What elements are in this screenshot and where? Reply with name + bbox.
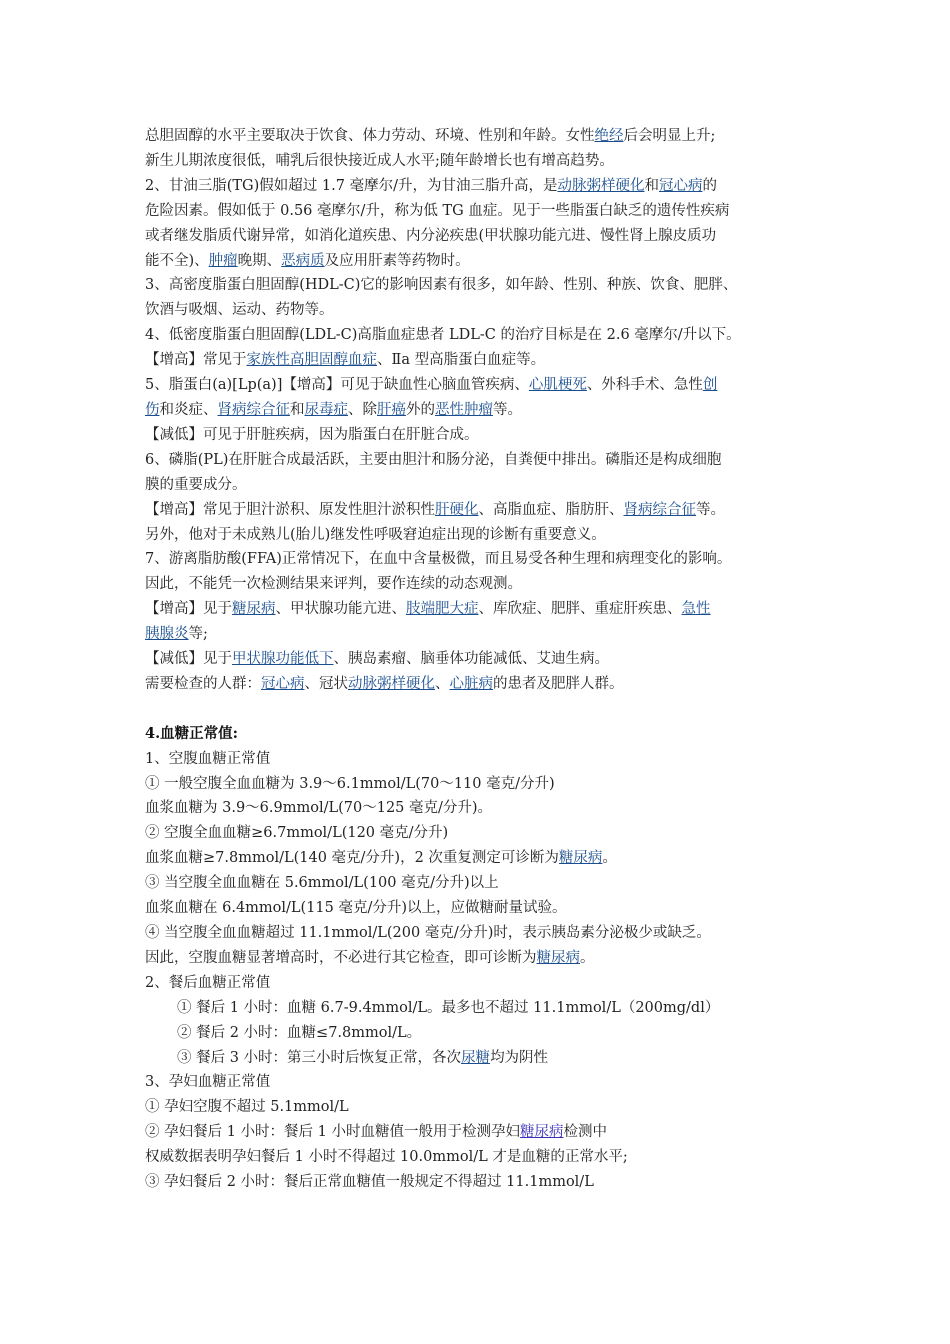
- text-segment: ① 一般空腹全血血糖为 3.9～6.1mmol/L(70～110 毫克/分升): [145, 775, 555, 792]
- term-link[interactable]: 恶病质: [281, 252, 325, 269]
- text-segment: 【增高】常见于胆汁淤积、原发性胆汁淤积性: [145, 501, 435, 518]
- text-line: [145, 348, 810, 373]
- text-segment: 饮酒与吸烟、运动、药物等。: [145, 302, 334, 319]
- term-link[interactable]: 创: [702, 377, 718, 394]
- term-link[interactable]: 糖尿病: [520, 1124, 564, 1141]
- text-segment: 3、孕妇血糖正常值: [145, 1074, 271, 1091]
- text-segment: 4.血糖正常值:: [145, 724, 238, 742]
- text-segment: 【增高】常见于: [145, 352, 247, 369]
- text-line: [145, 572, 810, 597]
- term-link[interactable]: 胰腺炎: [145, 626, 189, 643]
- text-line: [145, 1021, 810, 1046]
- text-line: [145, 996, 810, 1021]
- term-link[interactable]: 肾病综合征: [623, 501, 696, 518]
- text-line: [145, 1046, 810, 1071]
- text-line: [145, 946, 810, 971]
- term-link[interactable]: 动脉粥样硬化: [348, 675, 435, 692]
- text-line: [145, 249, 810, 274]
- text-segment: 另外，他对于未成熟儿(胎儿)继发性呼吸窘迫症出现的诊断有重要意义。: [145, 526, 606, 543]
- term-link[interactable]: 肾病综合征: [217, 401, 290, 418]
- term-link[interactable]: 肿瘤: [208, 252, 238, 269]
- text-line: [145, 398, 810, 423]
- text-segment: 和: [644, 177, 659, 194]
- text-line: [145, 1070, 810, 1095]
- term-link[interactable]: 肢端肥大症: [406, 601, 479, 618]
- text-segment: 或者继发脂质代谢异常，如消化道疾患、内分泌疾患(甲状腺功能亢进、慢性肾上腺皮质功: [145, 227, 717, 244]
- text-segment: 和: [290, 401, 305, 418]
- text-segment: 。: [580, 949, 595, 966]
- text-line: [145, 149, 810, 174]
- text-segment: 外的: [406, 401, 435, 418]
- text-segment: 的: [702, 177, 717, 194]
- text-segment: 【减低】见于: [145, 651, 232, 668]
- text-segment: 检测中: [563, 1124, 607, 1141]
- text-segment: 血浆血糖在 6.4mmol/L(115 毫克/分升)以上，应做糖耐量试验。: [145, 900, 567, 917]
- text-segment: 2、餐后血糖正常值: [145, 974, 271, 991]
- term-link[interactable]: 心肌梗死: [528, 377, 587, 394]
- text-segment: ③ 当空腹全血血糖在 5.6mmol/L(100 毫克/分升)以上: [145, 875, 499, 892]
- text-line: [145, 523, 810, 548]
- text-line: [145, 448, 810, 473]
- text-line: [145, 473, 810, 498]
- text-segment: 、库欣症、肥胖、重症肝疾患、: [478, 601, 682, 618]
- term-link[interactable]: 家族性高胆固醇血症: [246, 352, 377, 369]
- text-segment: 危险因素。假如低于 0.56 毫摩尔/升，称为低 TG 血症。见于一些脂蛋白缺乏的遗传性疾病: [145, 202, 730, 219]
- text-segment: 、甲状腺功能亢进、: [275, 601, 406, 618]
- text-segment: 3、高密度脂蛋白胆固醇(HDL-C)它的影响因素有很多，如年龄、性别、种族、饮食、肥胖、: [145, 277, 738, 294]
- text-segment: 血浆血糖为 3.9～6.9mmol/L(70～125 毫克/分升)。: [145, 800, 493, 817]
- term-link[interactable]: 糖尿病: [232, 601, 276, 618]
- text-line: [145, 921, 810, 946]
- text-line: [145, 672, 810, 697]
- term-link[interactable]: 糖尿病: [536, 949, 580, 966]
- text-segment: 、除: [348, 401, 377, 418]
- text-segment: 均为阴性: [490, 1049, 549, 1066]
- text-segment: 7、游离脂肪酸(FFA)正常情况下，在血中含量极微，而且易受各种生理和病理变化的影响。: [145, 551, 732, 568]
- text-line: [145, 1145, 810, 1170]
- text-line: [145, 224, 810, 249]
- text-line: [145, 423, 810, 448]
- text-segment: 能不全)、: [145, 252, 209, 269]
- text-segment: 、外科手术、急性: [586, 377, 703, 394]
- text-segment: ① 孕妇空腹不超过 5.1mmol/L: [145, 1099, 349, 1116]
- term-link[interactable]: 心脏病: [449, 675, 493, 692]
- text-line: [145, 772, 810, 797]
- text-segment: 5、脂蛋白(a)[Lp(a)]【增高】可见于缺血性心脑血管疾病、: [145, 377, 529, 394]
- text-segment: 、高脂血症、脂肪肝、: [478, 501, 624, 518]
- text-segment: 4、低密度脂蛋白胆固醇(LDL-C)高脂血症患者 LDL-C 的治疗目标是在 2.6 毫摩尔/升以下。: [145, 327, 741, 344]
- text-line: [145, 846, 810, 871]
- text-segment: 因此，不能凭一次检测结果来评判，要作连续的动态观测。: [145, 576, 522, 593]
- text-line: [145, 871, 810, 896]
- text-line: [145, 199, 810, 224]
- text-segment: 血浆血糖≥7.8mmol/L(140 毫克/分升)，2 次重复测定可诊断为: [145, 850, 559, 867]
- text-segment: 等。: [696, 501, 725, 518]
- text-line: [145, 547, 810, 572]
- text-line: [145, 971, 810, 996]
- term-link[interactable]: 恶性肿瘤: [435, 401, 493, 418]
- text-segment: 2、甘油三脂(TG)假如超过 1.7 毫摩尔/升，为甘油三脂升高，是: [145, 177, 558, 194]
- term-link[interactable]: 绝经: [594, 128, 624, 144]
- text-segment: 新生儿期浓度很低，哺乳后很快接近成人水平;随年龄增长也有增高趋势。: [145, 152, 614, 169]
- text-line: [145, 796, 810, 821]
- text-segment: 、: [435, 675, 450, 692]
- text-segment: 【增高】见于: [145, 601, 232, 618]
- text-segment: 等;: [188, 626, 208, 643]
- term-link[interactable]: 冠心病: [261, 675, 305, 692]
- text-line: [145, 821, 810, 846]
- text-segment: ④ 当空腹全血血糖超过 11.1mmol/L(200 毫克/分升)时，表示胰岛素分泌极少或缺乏。: [145, 924, 711, 941]
- text-line: [145, 647, 810, 672]
- term-link[interactable]: 糖尿病: [558, 850, 603, 867]
- term-link[interactable]: 急性: [681, 601, 711, 618]
- text-segment: 。: [602, 850, 617, 867]
- text-segment: 膜的重要成分。: [145, 476, 247, 493]
- text-segment: 和炎症、: [159, 401, 218, 418]
- text-segment: 需要检查的人群：: [145, 675, 261, 692]
- text-segment: ③ 孕妇餐后 2 小时：餐后正常血糖值一般规定不得超过 11.1mmol/L: [145, 1174, 594, 1191]
- blank-line: [145, 697, 810, 722]
- text-line: [145, 373, 810, 398]
- text-line: [145, 124, 810, 149]
- text-segment: ① 餐后 1 小时：血糖 6.7-9.4mmol/L。最多也不超过 11.1mmol/L（200mg/dl）: [177, 999, 720, 1016]
- text-line: [145, 323, 810, 348]
- term-link[interactable]: 冠心病: [658, 177, 703, 194]
- text-segment: 1、空腹血糖正常值: [145, 750, 271, 767]
- text-segment: ② 餐后 2 小时：血糖≤7.8mmol/L。: [177, 1024, 422, 1041]
- text-segment: ② 空腹全血血糖≥6.7mmol/L(120 毫克/分升): [145, 825, 449, 842]
- term-link[interactable]: 甲状腺功能低下: [232, 651, 334, 668]
- text-line: [145, 273, 810, 298]
- text-line: [145, 1170, 810, 1195]
- document-body: [145, 124, 810, 1195]
- text-segment: 及应用肝素等药物时。: [324, 252, 470, 269]
- text-line: [145, 747, 810, 772]
- text-line: [145, 298, 810, 323]
- text-segment: 晚期、: [237, 252, 282, 269]
- text-line: [145, 597, 810, 622]
- text-line: [145, 498, 810, 523]
- text-line: [145, 622, 810, 647]
- text-segment: 总胆固醇的水平主要取决于饮食、体力劳动、环境、性别和年龄。女性: [145, 128, 595, 144]
- text-segment: 因此，空腹血糖显著增高时，不必进行其它检查，即可诊断为: [145, 949, 537, 966]
- text-segment: 6、磷脂(PL)在肝脏合成最活跃，主要由胆汁和肠分泌，自粪便中排出。磷脂还是构成细胞: [145, 451, 722, 468]
- term-link[interactable]: 肝癌: [377, 401, 406, 418]
- section-heading: [145, 722, 810, 747]
- text-segment: 、胰岛素瘤、脑垂体功能减低、艾迪生病。: [333, 651, 609, 668]
- text-segment: 的患者及肥胖人群。: [493, 675, 624, 692]
- text-segment: 后会明显上升;: [623, 128, 716, 144]
- term-link[interactable]: 尿毒症: [304, 401, 348, 418]
- text-segment: ③ 餐后 3 小时：第三小时后恢复正常，各次: [177, 1049, 462, 1066]
- text-line: [145, 1120, 810, 1145]
- text-segment: 等。: [493, 401, 522, 418]
- term-link[interactable]: 动脉粥样硬化: [557, 177, 645, 194]
- term-link[interactable]: 伤: [145, 401, 160, 418]
- text-segment: 、冠状: [304, 675, 348, 692]
- text-line: [145, 1095, 810, 1120]
- text-segment: 、Ⅱa 型高脂蛋白血症等。: [377, 352, 546, 369]
- text-segment: ② 孕妇餐后 1 小时：餐后 1 小时血糖值一般用于检测孕妇: [145, 1124, 520, 1141]
- term-link[interactable]: 尿糖: [461, 1049, 491, 1066]
- term-link[interactable]: 肝硬化: [435, 501, 479, 518]
- text-line: [145, 896, 810, 921]
- text-line: [145, 174, 810, 199]
- text-segment: 权威数据表明孕妇餐后 1 小时不得超过 10.0mmol/L 才是血糖的正常水平;: [145, 1149, 628, 1166]
- text-segment: 【减低】可见于肝脏疾病，因为脂蛋白在肝脏合成。: [145, 426, 479, 443]
